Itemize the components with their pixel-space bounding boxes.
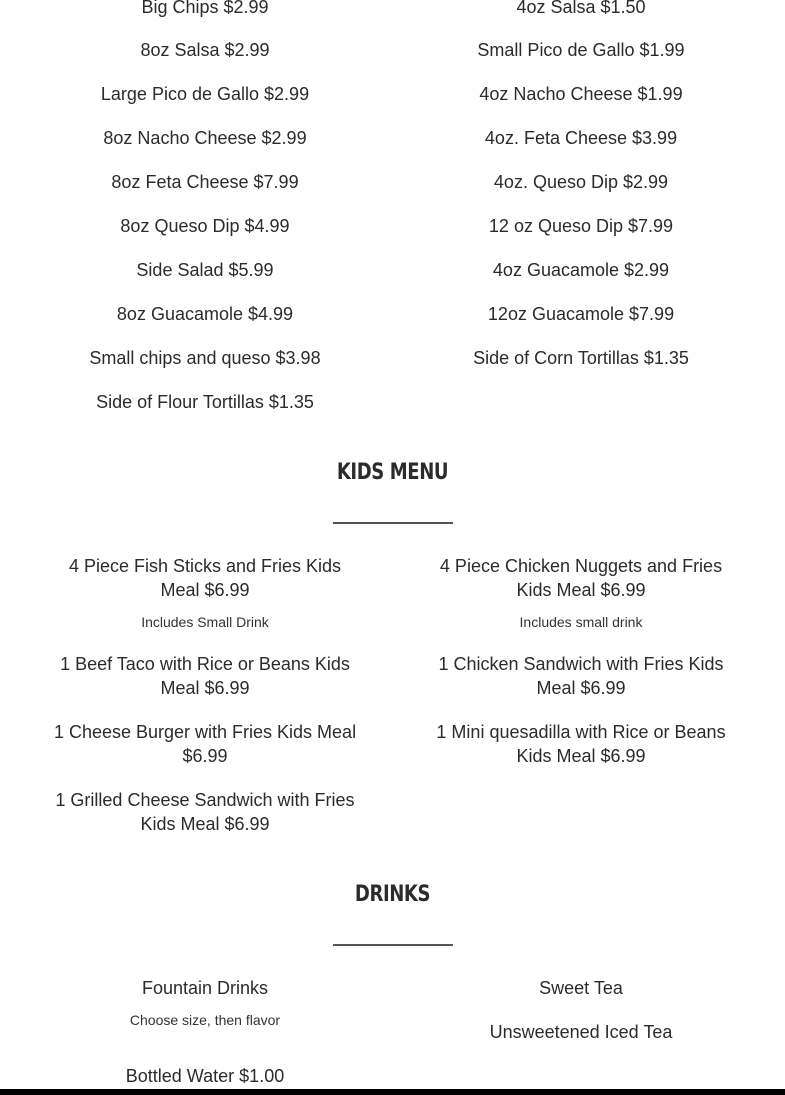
menu-item: Fountain Drinks	[141, 978, 269, 998]
menu-item-name: 1 Cheese Burger with Fries Kids Meal	[53, 722, 357, 742]
menu-item: 8oz Feta Cheese $7.99	[111, 172, 299, 192]
menu-item: 4oz. Queso Dip $2.99	[493, 172, 669, 192]
menu-item-name: 1 Grilled Cheese Sandwich with Fries	[55, 790, 355, 810]
menu-item: 4oz Nacho Cheese $1.99	[479, 84, 683, 104]
menu-item: Small chips and queso $3.98	[89, 348, 321, 368]
menu-item: 8oz Guacamole $4.99	[116, 304, 294, 324]
menu-item: Unsweetened Iced Tea	[489, 1022, 673, 1042]
menu-item: 1 Grilled Cheese Sandwich with Fries Kids Meal $6.99	[20, 788, 390, 836]
bottom-bar	[0, 1089, 785, 1095]
section-title-drinks: DRINKS	[354, 882, 431, 907]
menu-item: 8oz Queso Dip $4.99	[120, 216, 290, 236]
menu-item: 4oz Salsa $1.50	[516, 0, 646, 17]
menu-item-note: Includes small drink	[519, 614, 643, 630]
menu-item: 1 Mini quesadilla with Rice or Beans Kids Meal $6.99	[400, 720, 762, 768]
menu-item-name: 1 Mini quesadilla with Rice or Beans	[436, 722, 726, 742]
menu-item: 4oz. Feta Cheese $3.99	[484, 128, 678, 148]
menu-item: 8oz Nacho Cheese $2.99	[103, 128, 307, 148]
menu-item: 1 Cheese Burger with Fries Kids Meal $6.99	[20, 720, 390, 768]
menu-item: 1 Chicken Sandwich with Fries Kids Meal $6.99	[400, 652, 762, 700]
menu-item: Small Pico de Gallo $1.99	[477, 40, 685, 60]
menu-item: 12 oz Queso Dip $7.99	[488, 216, 674, 236]
menu-item-note: Includes Small Drink	[141, 614, 269, 630]
section-divider	[333, 944, 453, 946]
menu-item: 1 Beef Taco with Rice or Beans Kids Meal $6.99	[20, 652, 390, 700]
menu-item: 4oz Guacamole $2.99	[492, 260, 670, 280]
menu-item-note: Choose size, then flavor	[129, 1012, 281, 1028]
menu-item: Big Chips $2.99	[141, 0, 269, 17]
section-title-kids-menu: KIDS MENU	[336, 460, 449, 485]
menu-item: Side Salad $5.99	[136, 260, 274, 280]
menu-item-name: 1 Chicken Sandwich with Fries Kids	[438, 654, 724, 674]
menu-item-name: 4 Piece Fish Sticks and Fries Kids	[68, 556, 342, 576]
menu-item: Sweet Tea	[539, 978, 623, 998]
menu-item: Large Pico de Gallo $2.99	[100, 84, 310, 104]
menu-item: Side of Flour Tortillas $1.35	[96, 392, 314, 412]
menu-item: 4 Piece Fish Sticks and Fries Kids Meal $6.99	[20, 554, 390, 602]
menu-item: Side of Corn Tortillas $1.35	[473, 348, 689, 368]
menu-item-name: 4 Piece Chicken Nuggets and Fries	[439, 556, 723, 576]
menu-item: 8oz Salsa $2.99	[140, 40, 270, 60]
menu-item: Bottled Water $1.00	[125, 1066, 285, 1086]
menu-item: 4 Piece Chicken Nuggets and Fries Kids Meal $6.99	[400, 554, 762, 602]
menu-item: 12oz Guacamole $7.99	[487, 304, 675, 324]
section-divider	[333, 522, 453, 524]
menu-item-name: 1 Beef Taco with Rice or Beans Kids	[60, 654, 350, 674]
